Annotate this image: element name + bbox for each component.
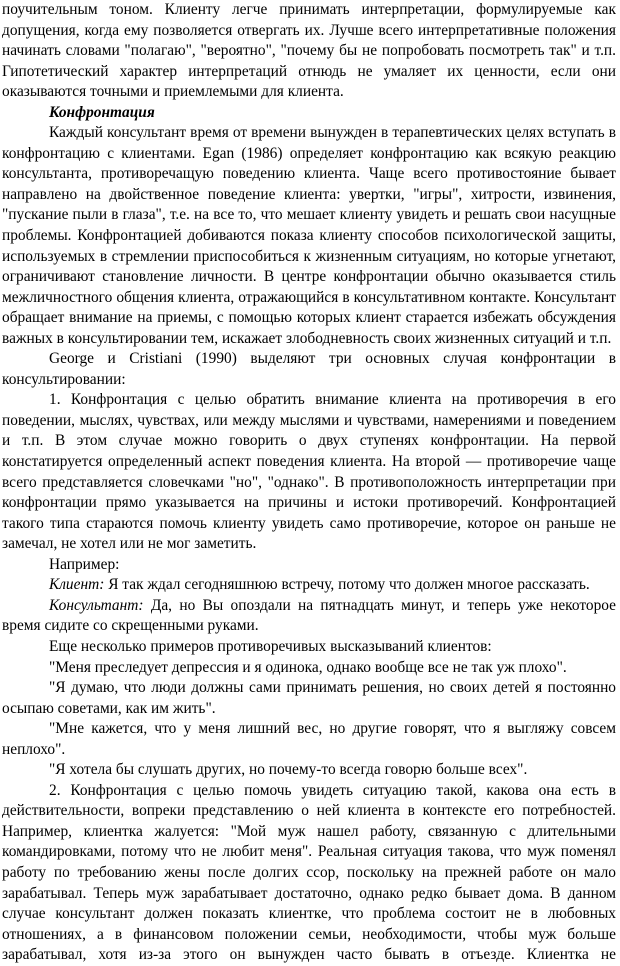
paragraph-example-intro: Например: [49, 555, 120, 573]
paragraph-definition: Каждый консультант время от времени вынужден в терапевтических целях вступать в конфронтацию с клиентами. Egan (1986) определяет конфронтацию как всякую реакцию консультанта, противоречащую поведению клиента. Чаще всего противостояние бывает направлено на двойственное поведение клиента: увертки, "игры", хитрости, извинения, "пускание пыли в глаза", т.е. на все то, что мешает клиенту увидеть и решать свои насущные проблемы. Конфронтацией добиваются показа клиенту способов психологической защиты, используемых в стремлении приспособиться к жизненным ситуациям, но которые угнетают, ограничивают становление личности. В центре конфронтации обычно оказывается стиль межличностного общения клиента, отражающийся в консультативном контакте. Консультант обращает внимание на приемы, с помощью которых клиент старается избежать обсуждения важных в консультировании тем, искажает злободневность своих жизненных ситуаций и т.п. [2, 124, 616, 347]
quote-4: "Я хотела бы слушать других, но почему-то всегда говорю больше всех". [49, 761, 528, 779]
quote-1: "Меня преследует депрессия и я одинока, однако вообще все не так уж плохо". [49, 658, 567, 676]
client-text: Я так ждал сегодняшнюю встречу, потому что должен многое рассказать. [104, 576, 590, 594]
section-heading: Конфронтация [49, 103, 155, 121]
paragraph-case-1: 1. Конфронтация с целью обратить внимание клиента на противоречия в его поведении, мыслях, чувствах, или между мыслями и чувствами, намерениями и поведением и т.п. В этом случае можно говорить о двух ступенях конфронтации. На первой констатируется определенный аспект поведения клиента. На второй — противоречие чаще всего представляется словечками "но", "однако". В противоположность интерпретации при конфронтации прямо указывается на причины и истоки противоречий. Конфронтацией такого типа стараются помочь клиенту увидеть само противоречие, которое он раньше не замечал, не хотел или не мог заметить. [2, 391, 616, 553]
quote-3: "Мне кажется, что у меня лишний вес, но другие говорят, что я выгляжу совсем неплохо". [2, 720, 616, 758]
quote-2: "Я думаю, что люди должны сами принимать решения, но своих детей я постоянно осыпаю советами, как им жить". [2, 679, 616, 717]
dialog-client [2, 575, 616, 596]
paragraph-intro: поучительным тоном. Клиенту легче принимать интерпретации, формулируемые как допущения, когда ему позволяется отвергать их. Лучше всего интерпретативные положения начинать словами "полагаю", "вероятно", "почему бы не попробовать посмотреть так" и т.п. Гипотетический характер интерпретаций отнюдь не умаляет их ценности, если они оказываются точными и приемлемыми для клиента. [2, 1, 616, 101]
paragraph-case-2: 2. Конфронтация с целью помочь увидеть ситуацию такой, какова она есть в действительности, вопреки представлению о ней клиента в контексте его потребностей. Например, клиентка жалуется: "Мой муж нашел работу, связанную с длительными командировками, потому что не любит меня". Реальная ситуация такова, что муж поменял работу по требованию жены после долгих ссор, поскольку на прежней работе он мало зарабатывал. Теперь муж зарабатывает достаточно, однако редко бывает дома. В данном случае консультант должен показать клиентке, что проблема состоит не в любовных отношениях, а в финансовом положении семьи, необходимости, чтобы муж больше зарабатывал, хотя из-за этого он вынужден часто бывать в отъезде. Клиентка не [2, 781, 616, 964]
client-label: Клиент: [49, 576, 105, 594]
consultant-text: Да, но Вы опоздали на пятнадцать минут, и теперь уже некоторое время сидите со скрещенными руками. [2, 596, 616, 635]
consultant-label: Консультант: [49, 596, 144, 614]
paragraph-more-examples: Еще несколько примеров противоречивых высказываний клиентов: [49, 637, 492, 655]
paragraph-three-cases: George и Cristiani (1990) выделяют три основных случая конфронтации в консультировании: [2, 350, 616, 388]
dialog-consultant [2, 596, 616, 637]
